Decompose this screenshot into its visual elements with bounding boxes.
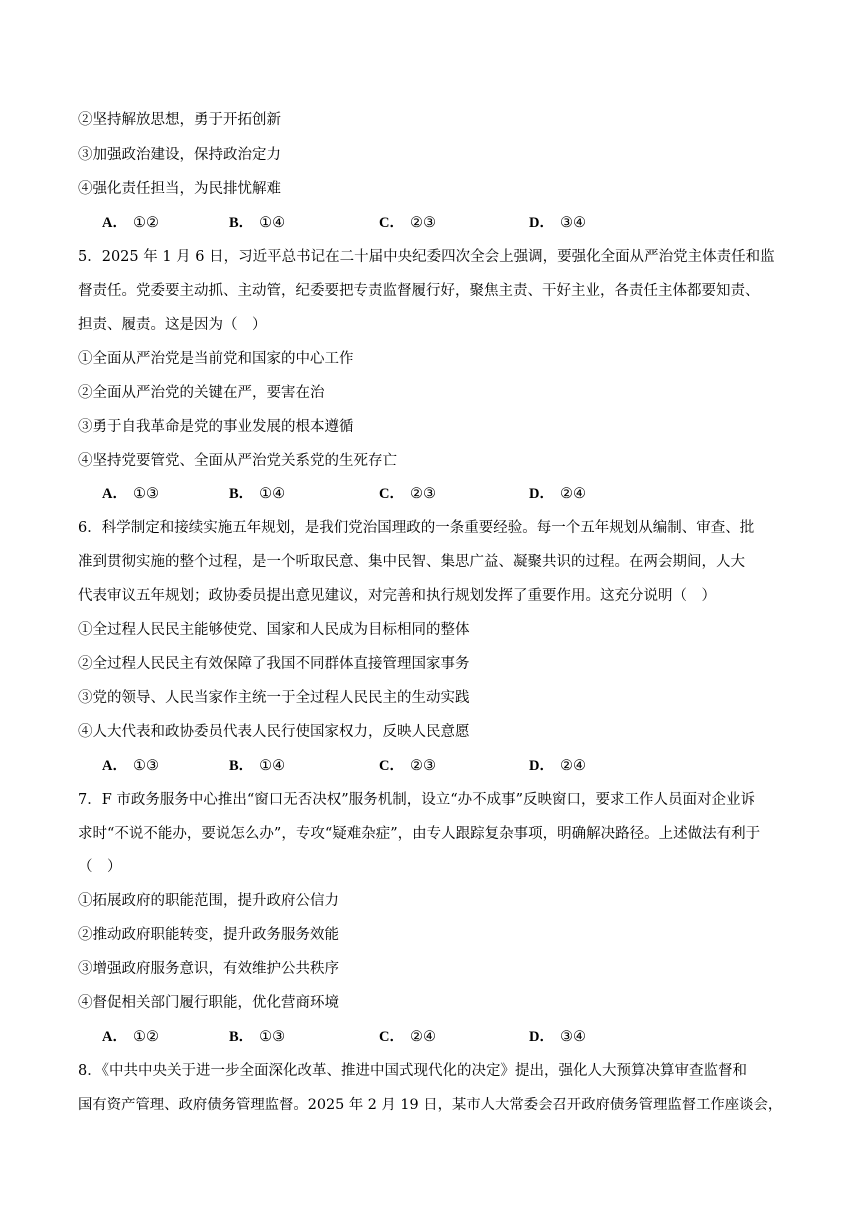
q5-choice-b[interactable] bbox=[229, 484, 285, 504]
q6-option-2: ②全过程人民民主有效保障了我国不同群体直接管理国家事务 bbox=[78, 656, 470, 672]
q8-stem-line-1: 8．《中共中央关于进一步全面深化改革、推进中国式现代化的决定》提出，强化人大预算决算审查监督和 bbox=[78, 1063, 747, 1079]
choice-letter: A． bbox=[102, 1029, 127, 1045]
choice-letter: D． bbox=[529, 758, 554, 774]
q7-option-1: ①拓展政府的职能范围，提升政府公信力 bbox=[78, 893, 339, 909]
choice-letter: D． bbox=[529, 486, 554, 502]
q6-choice-d[interactable] bbox=[529, 756, 586, 776]
q5-choice-c[interactable] bbox=[379, 484, 436, 504]
q7-choice-a[interactable] bbox=[102, 1027, 159, 1047]
choice-text: ③④ bbox=[559, 1029, 586, 1045]
choice-text: ②③ bbox=[409, 215, 436, 231]
q6-choices bbox=[78, 756, 778, 776]
q7-stem-line-1: 7．F 市政务服务中心推出“窗口无否决权”服务机制，设立“办不成事”反映窗口，要求工作人员面对企业诉 bbox=[78, 792, 756, 808]
choice-text: ②④ bbox=[559, 758, 586, 774]
q7-choice-c[interactable] bbox=[379, 1027, 436, 1047]
choice-letter: B． bbox=[229, 215, 254, 231]
choice-letter: A． bbox=[102, 486, 127, 502]
q5-option-3: ③勇于自我革命是党的事业发展的根本遵循 bbox=[78, 419, 354, 435]
choice-text: ②③ bbox=[409, 758, 436, 774]
q6-option-4: ④人大代表和政协委员代表人民行使国家权力，反映人民意愿 bbox=[78, 724, 470, 740]
q5-stem-line-1: 5．2025 年 1 月 6 日，习近平总书记在二十届中央纪委四次全会上强调，要强化全面从严治党主体责任和监 bbox=[78, 249, 775, 265]
choice-text: ①③ bbox=[132, 758, 159, 774]
choice-text: ②③ bbox=[409, 486, 436, 502]
q6-stem-line-1: 6．科学制定和接续实施五年规划，是我们党治国理政的一条重要经验。每一个五年规划从编制、审查、批 bbox=[78, 520, 755, 536]
choice-letter: D． bbox=[529, 215, 554, 231]
q8-stem-line-2: 国有资产管理、政府债务管理监督。2025 年 2 月 19 日，某市人大常委会召开政府债务管理监督工作座谈会， bbox=[78, 1097, 783, 1113]
q5-stem-line-3: 担责、履责。这是因为（ ） bbox=[78, 317, 267, 333]
q6-stem-line-3: 代表审议五年规划；政协委员提出意见建议，对完善和执行规划发挥了重要作用。这充分说明（ ） bbox=[78, 588, 716, 604]
q5-choice-d[interactable] bbox=[529, 484, 586, 504]
q5-option-4: ④坚持党要管党、全面从严治党关系党的生死存亡 bbox=[78, 453, 397, 469]
choice-letter: B． bbox=[229, 1029, 254, 1045]
q4-choices bbox=[78, 213, 778, 233]
choice-text: ②④ bbox=[559, 486, 586, 502]
q7-stem-line-2: 求时“不说不能办，要说怎么办”，专攻“疑难杂症”，由专人跟踪复杂事项，明确解决路径。上述做法有利于 bbox=[78, 826, 761, 842]
q7-option-3: ③增强政府服务意识，有效维护公共秩序 bbox=[78, 961, 339, 977]
q5-stem-line-2: 督责任。党委要主动抓、主动管，纪委要把专责监督履行好，聚焦主责、干好主业，各责任主体都要知责、 bbox=[78, 283, 760, 299]
choice-letter: C． bbox=[379, 486, 404, 502]
choice-letter: B． bbox=[229, 758, 254, 774]
q7-option-4: ④督促相关部门履行职能，优化营商环境 bbox=[78, 995, 339, 1011]
q4-choice-d[interactable] bbox=[529, 213, 586, 233]
q4-choice-a[interactable] bbox=[102, 213, 159, 233]
q6-option-1: ①全过程人民民主能够使党、国家和人民成为目标相同的整体 bbox=[78, 622, 470, 638]
choice-text: ③④ bbox=[559, 215, 586, 231]
q7-option-2: ②推动政府职能转变，提升政务服务效能 bbox=[78, 927, 339, 943]
q5-choices bbox=[78, 484, 778, 504]
choice-letter: A． bbox=[102, 215, 127, 231]
q4-option-2: ②坚持解放思想，勇于开拓创新 bbox=[78, 112, 281, 128]
choice-text: ①③ bbox=[259, 1029, 286, 1045]
q5-option-1: ①全面从严治党是当前党和国家的中心工作 bbox=[78, 351, 354, 367]
choice-text: ①④ bbox=[259, 758, 286, 774]
choice-letter: C． bbox=[379, 215, 404, 231]
choice-letter: C． bbox=[379, 1029, 404, 1045]
q6-stem-line-2: 准到贯彻实施的整个过程，是一个听取民意、集中民智、集思广益、凝聚共识的过程。在两会期间，人大 bbox=[78, 554, 745, 570]
choice-text: ①④ bbox=[259, 486, 286, 502]
choice-letter: A． bbox=[102, 758, 127, 774]
choice-text: ①③ bbox=[132, 486, 159, 502]
q7-choice-b[interactable] bbox=[229, 1027, 285, 1047]
q4-choice-b[interactable] bbox=[229, 213, 285, 233]
q7-choice-d[interactable] bbox=[529, 1027, 586, 1047]
q4-choice-c[interactable] bbox=[379, 213, 436, 233]
q4-option-3: ③加强政治建设，保持政治定力 bbox=[78, 147, 281, 163]
choice-letter: B． bbox=[229, 486, 254, 502]
choice-text: ②④ bbox=[409, 1029, 436, 1045]
choice-text: ①② bbox=[132, 215, 159, 231]
choice-letter: D． bbox=[529, 1029, 554, 1045]
choice-text: ①② bbox=[132, 1029, 159, 1045]
q7-stem-line-3: （ ） bbox=[78, 859, 122, 875]
q4-option-4: ④强化责任担当，为民排忧解难 bbox=[78, 181, 281, 197]
q6-option-3: ③党的领导、人民当家作主统一于全过程人民民主的生动实践 bbox=[78, 690, 470, 706]
q6-choice-a[interactable] bbox=[102, 756, 159, 776]
q6-choice-c[interactable] bbox=[379, 756, 436, 776]
q7-choices bbox=[78, 1027, 778, 1047]
q5-choice-a[interactable] bbox=[102, 484, 159, 504]
q6-choice-b[interactable] bbox=[229, 756, 285, 776]
choice-letter: C． bbox=[379, 758, 404, 774]
choice-text: ①④ bbox=[259, 215, 286, 231]
q5-option-2: ②全面从严治党的关键在严，要害在治 bbox=[78, 385, 325, 401]
